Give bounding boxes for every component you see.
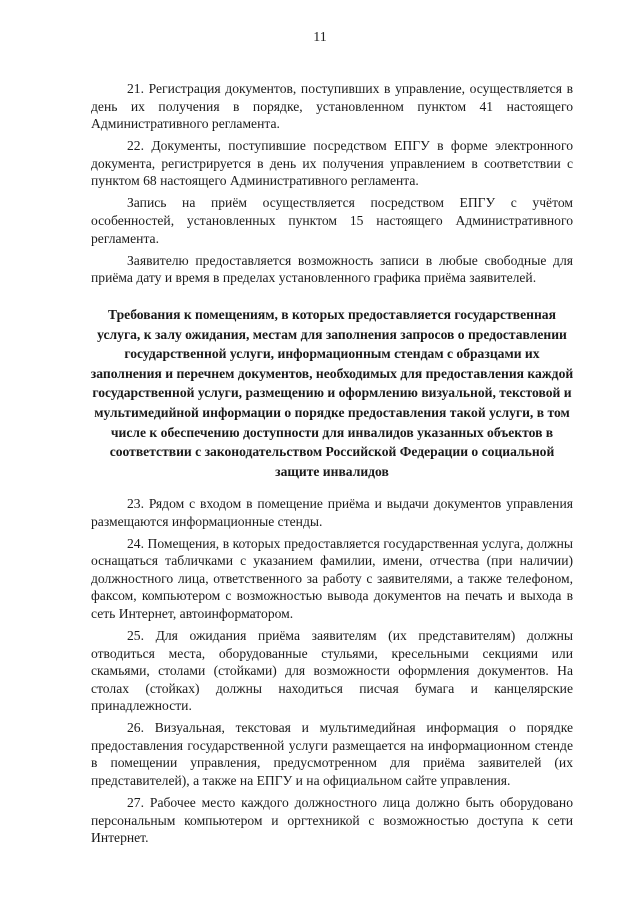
paragraph-25: 25. Для ожидания приёма заявителям (их представителям) должны отводиться места, оборудованные стульями, кресельными секциями или скамьями, столами (стойками) для возможности оформления документов. На столах (стойках) должны находиться писчая бумага и канцелярские принадлежности. bbox=[91, 627, 573, 714]
paragraph-22: 22. Документы, поступившие посредством ЕПГУ в форме электронного документа, регистрируется в день их получения управлением в соответствии с пунктом 68 настоящего Административного регламента. bbox=[91, 138, 573, 189]
page-number: 11 bbox=[313, 30, 327, 45]
paragraph-appointment-record: Запись на приём осуществляется посредством ЕПГУ с учётом особенностей, установленных пунктом 15 настоящего Административного регламента. bbox=[91, 195, 573, 246]
section-heading: Требования к помещениям, в которых предоставляется государственная услуга, к залу ожидания, местам для заполнения запросов о предоставлении государственной услуги, информационным стендам с образцами их заполнения и перечнем документов, необходимых для предоставления каждой государственной услуги, размещению и оформлению визуальной, текстовой и мультимедийной информации о порядке предоставления такой услуги, в том числе к обеспечению доступности для инвалидов указанных объектов в соответствии с законодательством Российской Федерации о социальной защите инвалидов bbox=[90, 307, 574, 479]
paragraph-27: 27. Рабочее место каждого должностного лица должно быть оборудовано персональным компьютером и оргтехникой с возможностью доступа к сети Интернет. bbox=[91, 795, 573, 846]
bottom-text-block bbox=[91, 495, 573, 851]
paragraph-23: 23. Рядом с входом в помещение приёма и выдачи документов управления размещаются информационные стенды. bbox=[91, 496, 573, 529]
paragraph-21: 21. Регистрация документов, поступивших в управление, осуществляется в день их получения в порядке, установленном пунктом 41 настоящего Административного регламента. bbox=[91, 81, 573, 132]
top-text-block bbox=[91, 80, 573, 291]
paragraph-26: 26. Визуальная, текстовая и мультимедийная информация о порядке предоставления государственной услуги размещается на информационном стенде в помещении управления, предусмотренном для приёма заявителей (их представителей), а также на ЕПГУ и на официальном сайте управления. bbox=[91, 720, 573, 789]
paragraph-applicant-opportunity: Заявителю предоставляется возможность записи в любые свободные для приёма дату и время в пределах установленного графика приёма заявителей. bbox=[91, 252, 573, 286]
paragraph-24: 24. Помещения, в которых предоставляется государственная услуга, должны оснащаться табличками с указанием фамилии, имени, отчества (при наличии) должностного лица, ответственного за работу с заявителями, а также телефоном, факсом, компьютером с возможностью вывода документов на печать и выхода в сеть Интернет, автоинформатором. bbox=[91, 535, 573, 621]
